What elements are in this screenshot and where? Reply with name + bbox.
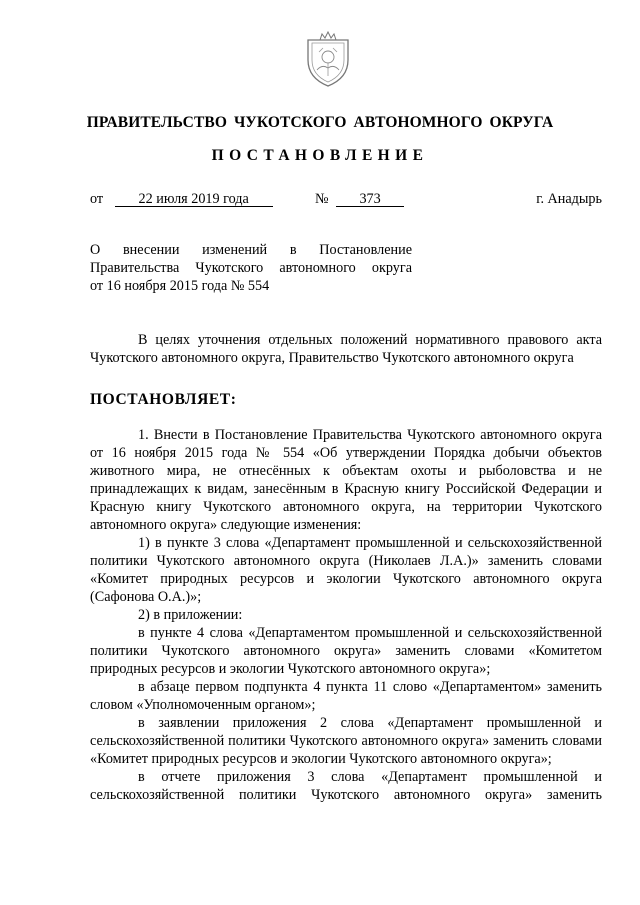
document-city: г. Анадырь bbox=[536, 191, 602, 207]
document-date: 22 июля 2019 года bbox=[115, 192, 273, 207]
subject-line: от 16 ноября 2015 года № 554 bbox=[90, 278, 270, 294]
body-paragraph: 1. Внести в Постановление Правительства Чукотского автономного округа от 16 ноября 2015 года № 554 «Об утверждении Порядка добычи объектов животного мира, не отнесённых к объектам охоты и рыболовства и не принадлежащих к видам, занесённым в Красную книгу Российской Федерации и Красную книгу Чукотского автономного округа, на территории Чукотского автономного округа» следующие изменения: bbox=[90, 427, 602, 533]
decree-heading: ПОСТАНОВЛЯЕТ: bbox=[90, 391, 237, 408]
document-subject bbox=[90, 241, 412, 295]
organization-title: ПРАВИТЕЛЬСТВО ЧУКОТСКОГО АВТОНОМНОГО ОКРУГА bbox=[86, 114, 554, 131]
preamble-paragraph: В целях уточнения отдельных положений нормативного правового акта Чукотского автономного округа, Правительство Чукотского автономного округа bbox=[90, 332, 602, 366]
body-paragraph: 1) в пункте 3 слова «Департамент промышленной и сельскохозяйственной политики Чукотского автономного округа (Николаев Л.А.)» заменить словами «Комитет природных ресурсов и экологии Чукотского автономного округа (Сафонова О.А.)»; bbox=[90, 535, 602, 605]
subject-line: Правительства Чукотского автономного округа bbox=[90, 260, 412, 276]
coat-of-arms-emblem bbox=[304, 30, 352, 90]
body-paragraph: в отчете приложения 3 слова «Департамент промышленной и сельскохозяйственной политики Чукотского автономного округа» заменить bbox=[90, 769, 602, 803]
body-paragraph: в абзаце первом подпункта 4 пункта 11 слово «Департаментом» заменить словом «Уполномоченным органом»; bbox=[90, 679, 602, 713]
subject-line: О внесении изменений в Постановление bbox=[90, 242, 412, 258]
number-line bbox=[315, 190, 404, 208]
body-paragraph: в заявлении приложения 2 слова «Департамент промышленной и сельскохозяйственной политики Чукотского автономного округа» заменить словами «Комитет природных ресурсов и экологии Чукотского автономного округа»; bbox=[90, 715, 602, 767]
document-type-title: ПОСТАНОВЛЕНИЕ bbox=[211, 147, 429, 164]
document-body bbox=[90, 331, 602, 804]
document-number: 373 bbox=[336, 192, 404, 207]
from-label: от bbox=[90, 191, 104, 207]
number-label: № bbox=[315, 191, 329, 207]
date-line bbox=[90, 190, 273, 208]
body-paragraph: в пункте 4 слова «Департаментом промышленной и сельскохозяйственной политики Чукотского автономного округа» заменить словами «Комитетом природных ресурсов и экологии Чукотского автономного округа»; bbox=[90, 625, 602, 677]
body-paragraph: 2) в приложении: bbox=[138, 607, 243, 623]
